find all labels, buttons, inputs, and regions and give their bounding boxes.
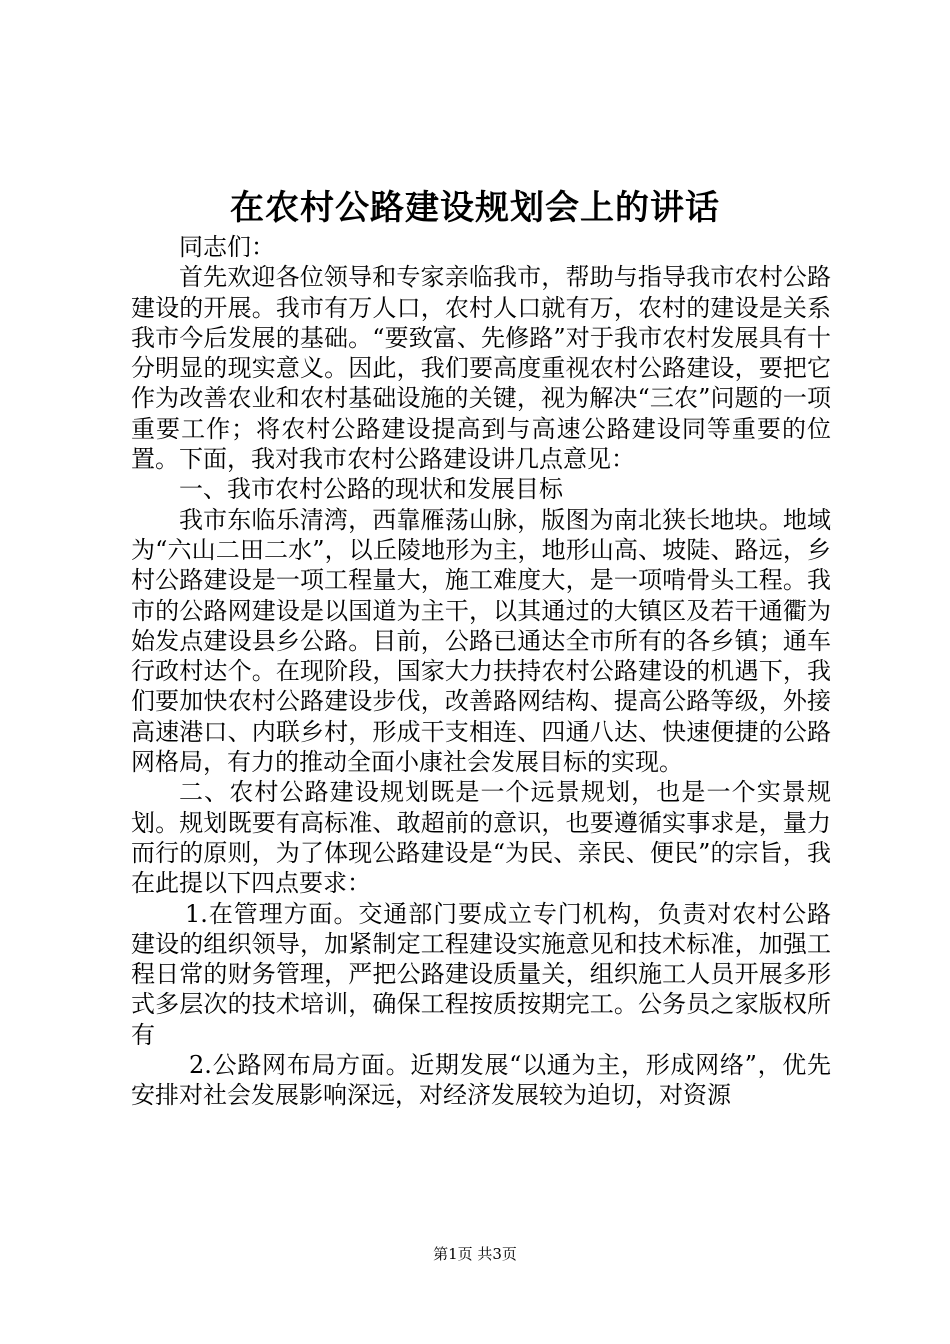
salutation-paragraph: 同志们： bbox=[179, 233, 275, 261]
requirement-1-paragraph: 1.在管理方面。交通部门要成立专门机构，负责对农村公路建设的组织领导，加紧制定工程建设实施意见和技术标准，加强工程日常的财务管理，严把公路建设质量关，组织施工人员开展多形式多层次的技术培训，确保工程按质按期完工。公务员之家版权所有 bbox=[131, 899, 831, 1049]
intro-paragraph: 首先欢迎各位领导和专家亲临我市，帮助与指导我市农村公路建设的开展。我市有万人口，农村人口就有万，农村的建设是关系我市今后发展的基础。“要致富、先修路”对于我市农村发展具有十分明显的现实意义。因此，我们要高度重视农村公路建设，要把它作为改善农业和农村基础设施的关键，视为解决“三农”问题的一项重要工作；将农村公路建设提高到与高速公路建设同等重要的位置。下面，我对我市农村公路建设讲几点意见： bbox=[131, 263, 831, 474]
section-heading-1: 一、我市农村公路的现状和发展目标 bbox=[179, 475, 563, 504]
requirement-2-paragraph: 2.公路网布局方面。近期发展“以通为主，形成网络”，优先安排对社会发展影响深远，对经济发展较为迫切，对资源 bbox=[131, 1051, 831, 1110]
document-title: 在农村公路建设规划会上的讲话 bbox=[230, 188, 720, 228]
status-paragraph: 我市东临乐清湾，西靠雁荡山脉，版图为南北狭长地块。地域为“六山二田二水”，以丘陵地形为主，地形山高、坡陡、路远，乡村公路建设是一项工程量大，施工难度大，是一项啃骨头工程。我市的公路网建设是以国道为主干，以其通过的大镇区及若干通衢为始发点建设县乡公路。目前，公路已通达全市所有的各乡镇；通车行政村达个。在现阶段，国家大力扶持农村公路建设的机遇下，我们要加快农村公路建设步伐，改善路网结构、提高公路等级，外接高速港口、内联乡村，形成干支相连、四通八达、快速便捷的公路网格局，有力的推动全面小康社会发展目标的实现。 bbox=[131, 505, 831, 777]
document-body bbox=[131, 232, 831, 1111]
page-footer: 第1页 共3页 bbox=[433, 1245, 517, 1263]
section-heading-2-paragraph: 二、农村公路建设规划既是一个远景规划，也是一个实景规划。规划既要有高标准、敢超前的意识，也要遵循实事求是，量力而行的原则，为了体现公路建设是“为民、亲民、便民”的宗旨，我在此提以下四点要求： bbox=[131, 778, 831, 898]
